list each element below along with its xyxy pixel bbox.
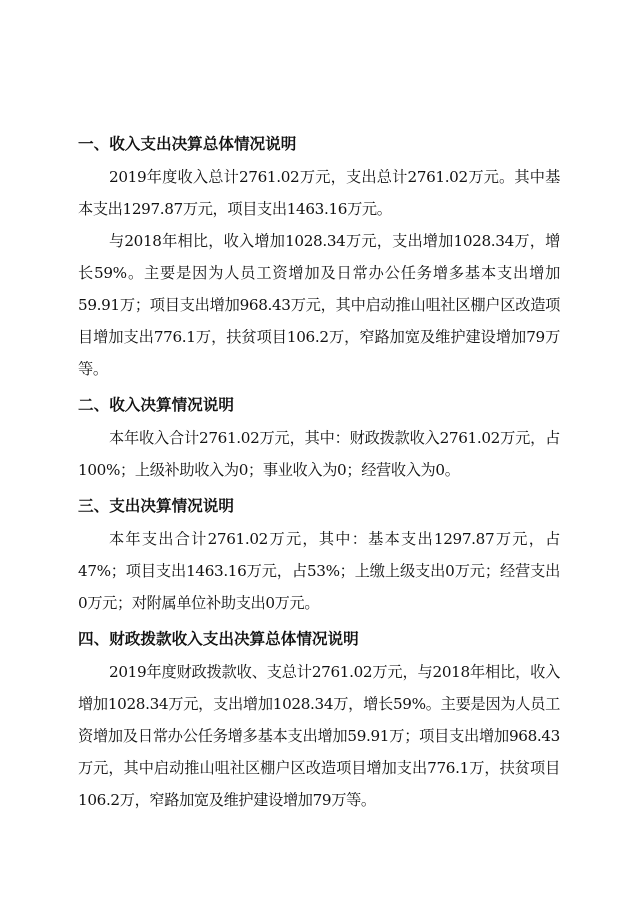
document-page [78,126,560,818]
section-revenue-expenditure-overview [78,126,560,385]
section-expenditure [78,488,560,619]
section-heading: 三、支出决算情况说明 [78,497,234,515]
paragraph: 本年收入合计2761.02万元，其中：财政拨款收入2761.02万元，占100%；上级补助收入为0；事业收入为0；经营收入为0。 [78,429,560,479]
section-heading: 四、财政拨款收入支出决算总体情况说明 [78,630,359,648]
paragraph: 2019年度收入总计2761.02万元，支出总计2761.02万元。其中基本支出1297.87万元，项目支出1463.16万元。 [78,168,560,218]
paragraph: 本年支出合计2761.02万元，其中：基本支出1297.87万元，占47%；项目支出1463.16万元，占53%；上缴上级支出0万元；经营支出0万元；对附属单位补助支出0万元。 [78,530,560,612]
section-fiscal-appropriation [78,621,560,816]
section-heading: 一、收入支出决算总体情况说明 [78,135,297,153]
section-heading: 二、收入决算情况说明 [78,396,234,414]
section-revenue [78,387,560,486]
paragraph: 与2018年相比，收入增加1028.34万元，支出增加1028.34万，增长59%。主要是因为人员工资增加及日常办公任务增多基本支出增加59.91万；项目支出增加968.43万元，其中启动推山咀社区棚户区改造项目增加支出776.1万，扶贫项目106.2万，窄路加宽及维护建设增加79万等。 [78,232,560,378]
paragraph: 2019年度财政拨款收、支总计2761.02万元，与2018年相比，收入增加1028.34万元，支出增加1028.34万，增长59%。主要是因为人员工资增加及日常办公任务增多基本支出增加59.91万；项目支出增加968.43万元，其中启动推山咀社区棚户区改造项目增加支出776.1万，扶贫项目106.2万，窄路加宽及维护建设增加79万等。 [78,663,560,809]
